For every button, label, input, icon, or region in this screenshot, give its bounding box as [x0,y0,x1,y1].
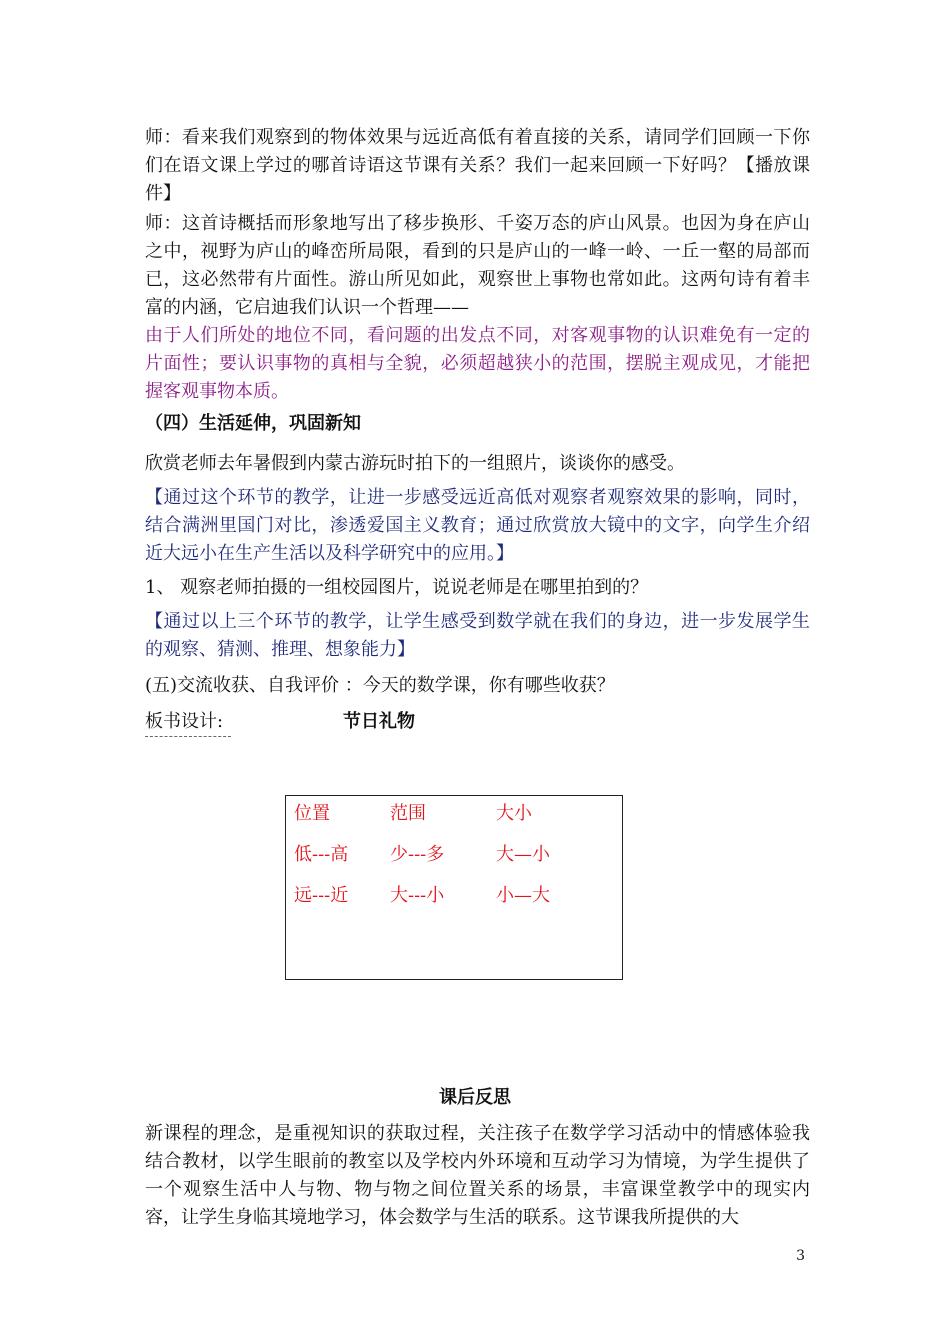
paragraph-philosophy: 由于人们所处的地位不同，看问题的出发点不同，对客观事物的认识难免有一定的片面性；要认识事物的真相与全貌，必须超越狭小的范围，摆脱主观成见，才能把握客观事物本质。 [145,325,810,402]
section-heading-four: （四）生活延伸，巩固新知 [145,413,361,434]
board-cell: 范围 [390,803,426,824]
board-cell: 大小 [496,803,532,824]
paragraph-teaching-note-1: 【通过这个环节的教学，让进一步感受远近高低对观察者观察效果的影响，同时，结合满洲里国门对比，渗透爱国主义教育；通过欣赏放大镜中的文字，向学生介绍近大远小在生产生活以及科学研究中的应用。】 [145,487,810,564]
paragraph-teacher-question: 师：看来我们观察到的物体效果与远近高低有着直接的关系，请同学们回顾一下你们在语文课上学过的哪首诗语这节课有关系？我们一起来回顾一下好吗？【播放课件】 [145,127,810,204]
board-design-box [285,795,623,980]
board-cell: 低---高 [294,844,349,865]
board-cell: 大---小 [390,885,445,906]
board-cell: 少---多 [390,844,445,865]
page-number: 3 [796,1248,805,1264]
board-design-title: 节日礼物 [343,711,415,732]
board-cell: 小—大 [496,885,550,906]
board-cell: 位置 [294,803,330,824]
board-design-label: 板书设计: [145,708,231,737]
board-cell: 远---近 [294,885,349,906]
board-cell: 大—小 [496,844,550,865]
reflection-text: 新课程的理念，是重视知识的获取过程，关注孩子在数学学习活动中的情感体验我结合教材，以学生眼前的教室以及学校内外环境和互动学习为情境，为学生提供了一个观察生活中人与物、物与物之间位置关系的场景，丰富课堂教学中的现实内容，让学生身临其境地学习，体会数学与生活的联系。这节课我所提供的大 [145,1123,810,1228]
paragraph-poem-explanation: 师：这首诗概括而形象地写出了移步换形、千姿万态的庐山风景。也因为身在庐山之中，视野为庐山的峰峦所局限，看到的只是庐山的一峰一岭、一丘一壑的局部而已，这必然带有片面性。游山所见如此，观察世上事物也常如此。这两句诗有着丰富的内涵，它启迪我们认识一个哲理—— [145,213,810,318]
paragraph-teaching-note-2: 【通过以上三个环节的教学，让学生感受到数学就在我们的身边，进一步发展学生的观察、猜测、推理、想象能力】 [145,611,810,660]
paragraph-photos: 欣赏老师去年暑假到内蒙古游玩时拍下的一组照片，谈谈你的感受。 [145,453,685,474]
paragraph-section-five: (五)交流收获、自我评价 ：今天的数学课，你有哪些收获？ [145,675,615,696]
paragraph-campus-photos: 1、 观察老师拍摄的一组校园图片，说说老师是在哪里拍到的？ [145,577,649,598]
reflection-title: 课后反思 [439,1087,511,1108]
